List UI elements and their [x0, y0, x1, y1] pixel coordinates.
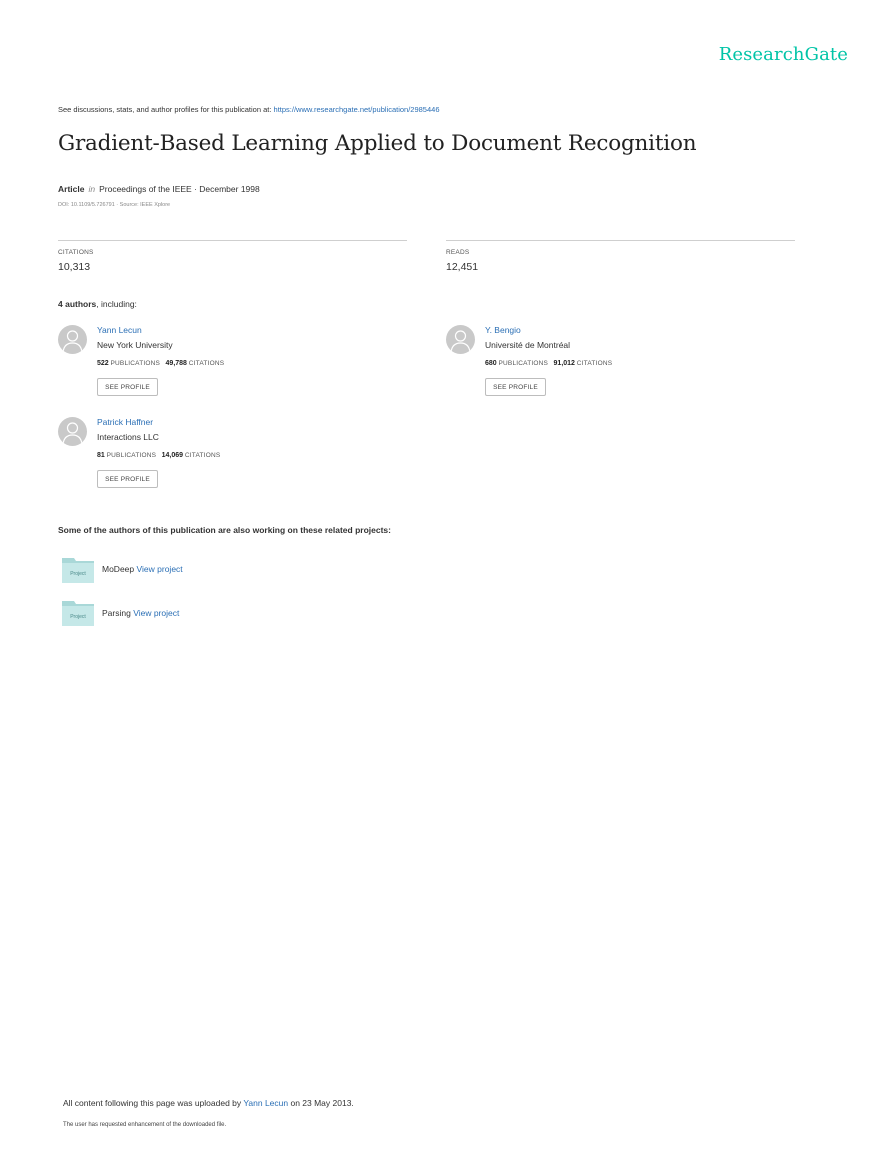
citations-value: 10,313: [58, 261, 91, 273]
citations-label: CITATIONS: [576, 360, 613, 367]
project-item: [102, 608, 179, 618]
reads-divider: [446, 240, 795, 241]
avatar[interactable]: [58, 325, 87, 354]
author-publications-count: 522: [97, 360, 109, 367]
user-silhouette-icon: [58, 325, 87, 354]
uploader-link[interactable]: Yann Lecun: [243, 1098, 289, 1108]
projects-heading: Some of the authors of this publication are also working on these related projects:: [58, 525, 391, 535]
publication-meta: [58, 184, 260, 194]
view-project-link[interactable]: View project: [133, 608, 180, 618]
author-name-link[interactable]: Y. Bengio: [485, 325, 521, 335]
discussion-text: See discussions, stats, and author profiles for this publication at:: [58, 105, 274, 114]
upload-note: [63, 1098, 354, 1108]
publication-doi: DOI: 10.1109/5.726791 · Source: IEEE Xplore: [58, 202, 171, 208]
author-publications-count: 680: [485, 360, 497, 367]
user-silhouette-icon: [446, 325, 475, 354]
upload-suffix: on 23 May 2013.: [288, 1098, 354, 1108]
researchgate-logo[interactable]: ResearchGate: [718, 44, 848, 65]
view-project-link[interactable]: View project: [136, 564, 183, 574]
in-label: in: [88, 184, 96, 194]
see-profile-button[interactable]: SEE PROFILE: [97, 470, 158, 488]
author-citations-count: 14,069: [161, 452, 184, 459]
author-citations-count: 49,788: [165, 360, 187, 367]
author-affiliation: Université de Montréal: [485, 340, 571, 350]
project-folder-icon[interactable]: [62, 599, 94, 626]
citations-label: CITATIONS: [188, 360, 225, 367]
folder-label: Project: [70, 571, 86, 577]
folder-label: Project: [70, 614, 86, 620]
publications-label: PUBLICATIONS: [498, 360, 549, 367]
author-stats: [485, 360, 612, 367]
author-publications-count: 81: [97, 452, 105, 459]
author-name-link[interactable]: Patrick Haffner: [97, 417, 154, 427]
author-affiliation: Interactions LLC: [97, 432, 159, 442]
see-profile-button[interactable]: SEE PROFILE: [97, 378, 158, 396]
publications-label: PUBLICATIONS: [110, 360, 161, 367]
authors-heading: [58, 299, 137, 309]
project-name: MoDeep: [102, 564, 135, 574]
avatar[interactable]: [446, 325, 475, 354]
upload-prefix: All content following this page was uploaded by: [63, 1098, 244, 1108]
authors-including: , including:: [96, 299, 137, 309]
citations-divider: [58, 240, 407, 241]
reads-label: READS: [446, 249, 470, 256]
folder-icon: [62, 599, 94, 626]
publications-label: PUBLICATIONS: [106, 452, 157, 459]
discussion-line: [58, 105, 440, 114]
see-profile-button[interactable]: SEE PROFILE: [485, 378, 546, 396]
folder-icon: [62, 556, 94, 583]
avatar[interactable]: [58, 417, 87, 446]
project-item: [102, 564, 183, 574]
project-folder-icon[interactable]: [62, 556, 94, 583]
author-stats: [97, 360, 224, 367]
project-name: Parsing: [102, 608, 131, 618]
user-silhouette-icon: [58, 417, 87, 446]
author-citations-count: 91,012: [553, 360, 575, 367]
citations-label: CITATIONS: [58, 249, 94, 256]
citations-label: CITATIONS: [184, 452, 221, 459]
author-stats: [97, 452, 220, 459]
publication-venue: Proceedings of the IEEE · December 1998: [99, 184, 260, 194]
publication-title: Gradient-Based Learning Applied to Document Recognition: [58, 131, 697, 156]
publication-url-link[interactable]: https://www.researchgate.net/publication/2985446: [273, 105, 440, 114]
author-name-link[interactable]: Yann Lecun: [97, 325, 142, 335]
enhancement-note: The user has requested enhancement of the downloaded file.: [63, 1122, 227, 1128]
author-affiliation: New York University: [97, 340, 173, 350]
reads-value: 12,451: [446, 261, 479, 273]
authors-count: 4 authors: [58, 299, 97, 309]
publication-type: Article: [58, 184, 85, 194]
